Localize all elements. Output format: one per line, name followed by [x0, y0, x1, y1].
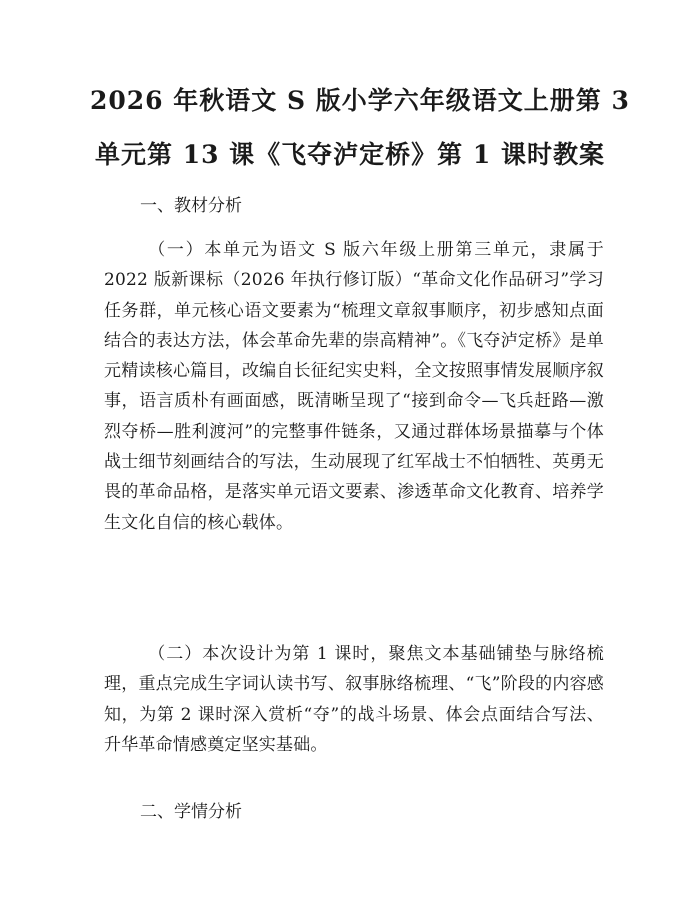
section-heading-textbook-analysis: 一、教材分析 — [140, 196, 242, 216]
section-heading-student-analysis: 二、学情分析 — [140, 802, 242, 822]
document-title-line-1: 2026 年秋语文 S 版小学六年级语文上册第 3 — [90, 86, 630, 115]
paragraph-lesson-design: （二）本次设计为第 1 课时，聚焦文本基础铺垫与脉络梳理，重点完成生字词认读书写、叙事脉络梳理、“飞”阶段的内容感知，为第 2 课时深入赏析“夺”的战斗场景、体会点面结合写法、升华革命情感奠定坚实基础。 — [104, 644, 604, 755]
paragraph-unit-overview: （一）本单元为语文 S 版六年级上册第三单元，隶属于 2022 版新课标（2026 年执行修订版）“革命文化作品研习”学习任务群，单元核心语文要素为“梳理文章叙事顺序，初步感知点面结合的表达方法，体会革命先辈的崇高精神”。《飞夺泸定桥》是单元精读核心篇目，改编自长征纪实史料，全文按照事情发展顺序叙事，语言质朴有画面感，既清晰呈现了“接到命令—飞兵赶路—激烈夺桥—胜利渡河”的完整事件链条，又通过群体场景描摹与个体战士细节刻画结合的写法，生动展现了红军战士不怕牺牲、英勇无畏的革命品格，是落实单元语文要素、渗透革命文化教育、培养学生文化自信的核心载体。 — [104, 240, 604, 533]
document-title-line-2: 单元第 13 课《飞夺泸定桥》第 1 课时教案 — [94, 140, 605, 169]
